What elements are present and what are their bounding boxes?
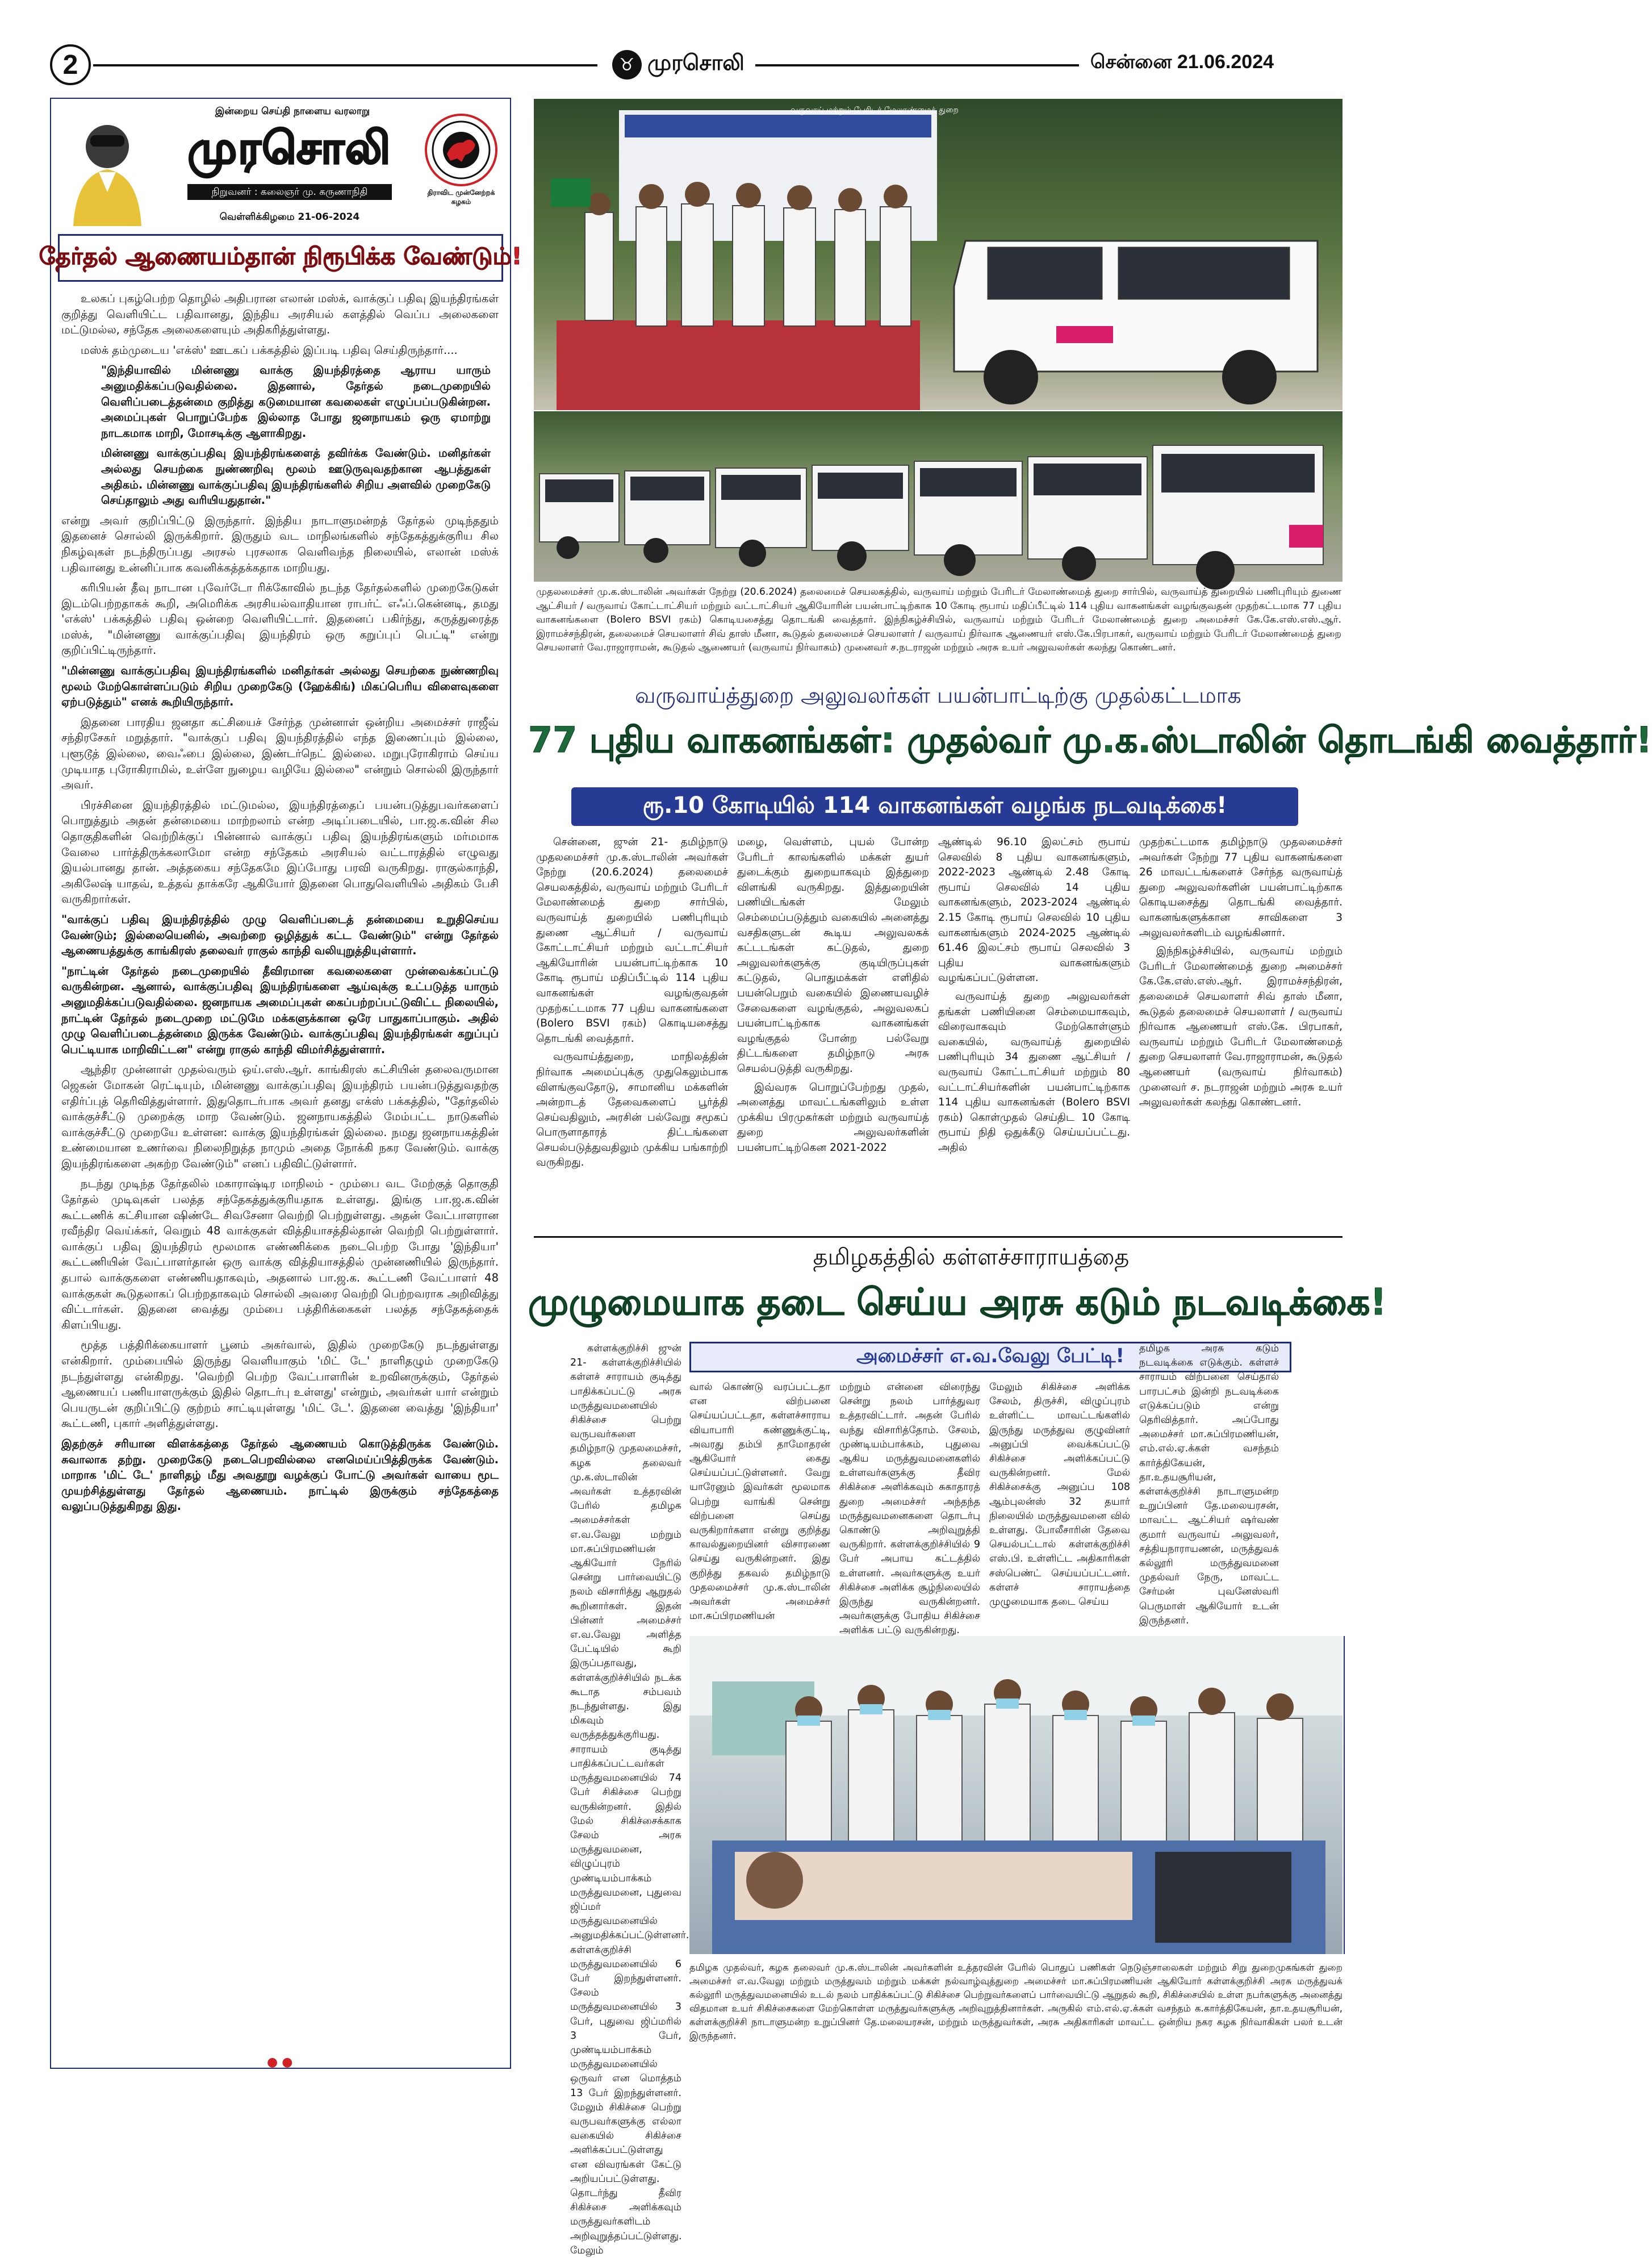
story1-paragraph: வருவாய்த்துறை, மாநிலத்தின் நிர்வாக அமைப்புக்கு முதுகெலும்பாக விளங்குவதோடு, சாமானிய மக்களின் அன்றாடத் தேவைகளைப் பூர்த்தி செய்வதிலும், அரசின் பல்வேறு சமூகப் பொருளாதாரத் திட்டங்களை செயல்படுத்துவதிலும் முக்கிய பங்காற்றி வருகிறது. xyxy=(536,1051,728,1169)
editorial-paragraph: மஸ்க் தம்முடைய 'எக்ஸ்' ஊடகப் பக்கத்தில் இப்படி பதிவு செய்திருந்தார்.... xyxy=(81,343,458,357)
flagoff-photo xyxy=(534,99,1342,410)
portrait-icon xyxy=(65,112,150,232)
story1-photo-caption: முதலமைச்சர் மு.க.ஸ்டாலின் அவர்கள் நேற்று (20.6.2024) தலைமைச் செயலகத்தில், வருவாய் மற்றும் பேரிடர் மேலாண்மைத் துறை சார்பில், வருவாய்த் துறையில் பணிபுரியும் துணை ஆட்சியர் / வருவாய் கோட்டாட்சியர் மற்றும் வட்டாட்சியர் ஆகியோரின் பயன்பாட்டிற்காக 10 கோடி ரூபாய் மதிப்பீட்டில் 114 புதிய வாகனங்கள் வழங்குவதன் முதற்கட்டமாக 77 புதிய வாகனங்களை (Bolero BSVI ரகம்) கொடியசைத்து தொடங்கி வைத்தார். இந்நிகழ்ச்சியில், வருவாய் மற்றும் பேரிடர் மேலாண்மைத் துறை அமைச்சர் கே.கே.எஸ்.எஸ்.ஆர். இராமச்சந்திரன், தலைமைச் செயலாளர் சிவ் தாஸ் மீனா, கூடுதல் தலைமைச் செயலாளர் / வருவாய் நிர்வாக ஆணையர் எஸ்.கே.பிரபாகர், வருவாய் மற்றும் பேரிடர் மேலாண்மைத் துறை செயலாளர் வே.ராஜாராமன், கூடுதல் ஆணையர் (வருவாய் நிர்வாகம்) முனைவர் ச.நடராஜன் மற்றும் அரசு உயர் அலுவலர்கள் கலந்து கொண்டனர். xyxy=(536,586,1341,653)
editorial-body xyxy=(61,291,499,2052)
story1-paragraph: மழை, வெள்ளம், புயல் போன்ற பேரிடர் காலங்களில் மக்கள் துயர் துடைக்கும் துறையாகவும் இத்துறை விளங்கி வருகிறது. இத்துறையின் பணியிடங்கள் மேலும் செம்மைப்படுத்தும் வகையில் அனைத்து வசதிகளுடன் கூடிய அலுவலகக் கட்டடங்கள் கட்டுதல், துறை அலுவலர்களுக்கு குடியிருப்புகள் கட்டுதல், பொதுமக்கள் எளிதில் பயன்பெறும் வகையில் இணையவழிச் சேவைகளை வழங்குதல், அலுவலகப் பயன்பாட்டிற்காக வாகனங்கள் வழங்குதல் போன்ற பல்வேறு திட்டங்களை தமிழ்நாடு அரசு செயல்படுத்தி வருகிறது. xyxy=(737,836,929,1075)
page-header xyxy=(0,0,1370,80)
editorial-headline-box xyxy=(39,234,522,282)
story2-subhead: அமைச்சர் எ.வ.வேலு பேட்டி! xyxy=(856,1345,1125,1367)
stage-banner: வருவாய் மற்றும் பேரிடர் மேலாண்மைத் துறை xyxy=(790,106,959,115)
editorial-paragraph: கரிபியன் தீவு நாடான புவேர்டோ ரிக்கோவில் நடந்த தேர்தல்களில் முறைகேடுகள் இடம்பெற்றதாகக் கூறி, அமெரிக்க அரசியல்வாதியான ராபர்ட் எஃப்.கென்னடி, தமது 'எக்ஸ்' பக்கத்தில் பதிவு ஒன்றை வெளியிட்டார். இதனைப் பகிர்ந்து, கருத்துரைத்த மஸ்க், "மின்னணு வாக்குப்பதிவு இயந்திரம் ஒரு கறுப்புப் பெட்டி" என்று குறிப்பிட்டிருந்தார். xyxy=(61,581,499,657)
story1-kicker: வருவாய்த்துறை அலுவலர்கள் பயன்பாட்டிற்கு முதல்கட்டமாக xyxy=(635,683,1241,708)
vehicle-row-photo xyxy=(534,411,1342,582)
story2-paragraph: மற்றும் என்னை விரைந்து சென்று நலம் பார்த்துவர உத்தரவிட்டார். அதன் பேரில் வந்து விசாரித்தோம். சேலம், முண்டியம்பாக்கம், புதுவை ஆகிய மருத்துவமனைகளில் உள்ளவர்களுக்கு தீவிர சிகிச்சை அளிக்கவும் சுகாதாரத் துறை அமைச்சர் அந்தந்த மருத்துவமனைகளை தொடர்பு கொண்டு அறிவுறுத்தி வருகிறார். கள்ளக்குறிச்சியில் 9 பேர் அபாய கட்டத்தில் உள்ளனர். அவர்களுக்கு உயர் சிகிச்சை அளிக்க சூழ்நிலையில் இருந்து வருகின்றனர். அவர்களுக்கு போதிய சிகிச்சை அளிக்க பட்டு வருகின்றது. xyxy=(839,1381,980,1637)
bull-icon: ♉ xyxy=(612,50,642,80)
story1-headline: 77 புதிய வாகனங்கள்: முதல்வர் மு.க.ஸ்டாலின் தொடங்கி வைத்தார்! xyxy=(528,719,1652,761)
story1-column-1 xyxy=(536,835,728,1233)
story2-column-1 xyxy=(570,1342,689,2256)
story1-column-4 xyxy=(1139,835,1342,1233)
header-rule-right xyxy=(755,64,1079,66)
story2-paragraph: கள்ளக்குறிச்சி ஜுன் 21- கள்ளக்குறிச்சியில் கள்ளச் சாராயம் குடித்து பாதிக்கப்பட்டு அரசு மருத்துவமனையில் சிகிச்சை பெற்று வருபவர்களை தமிழ்நாடு முதலமைச்சர், கழக தலைவர் மு.க.ஸ்டாலின் அவர்கள் உத்தரவின் பேரில் தமிழக அமைச்சர்கள் எ.வ.வேலு மற்றும் மா.சுப்பிரமணியன் ஆகியோர் நேரில் சென்று பார்வையிட்டு நலம் விசாரித்து ஆறுதல் கூறினார்கள். இதன் பின்னர் அமைச்சர் எ.வ.வேலு அளித்த பேட்டியில் கூறி இருப்பதாவது, கள்ளக்குறிச்சியில் நடக்க கூடாத சம்பவம் நடந்துள்ளது. இது மிகவும் வருத்தத்துக்குரியது. சாராயம் குடித்து பாதிக்கப்பட்டவர்கள் மருத்துவமனையில் 74 பேர் சிகிச்சை பெற்று வருகின்றனர். இதில் மேல் சிகிச்சைக்காக சேலம் அரசு மருத்துவமனை, விழுப்புரம் முண்டியம்பாக்கம் மருத்துவமனை, புதுவை ஜிப்மர் மருத்துவமனையில் அனுமதிக்கப்பட்டுள்ளனர். கள்ளக்குறிச்சி மருத்துவமனையில் 6 பேர் இறந்துள்ளனர். சேலம் மருத்துவமனையில் 3 பேர், புதுவை ஜிப்மரில் 3 பேர், முண்டியம்பாக்கம் மருத்துவமனையில் ஒருவர் என மொத்தம் 13 பேர் இறந்துள்ளனர். மேலும் சிகிச்சை பெற்று வருபவர்களுக்கு எல்லா வகையில் சிகிச்சை அளிக்கப்பட்டுள்ளது என விவரங்கள் கேட்டு அறியப்பட்டுள்ளது. தொடர்ந்து தீவிர சிகிச்சை அளிக்கவும் மருத்துவர்களிடம் அறிவுறுத்தப்பட்டுள்ளது. மேலும் xyxy=(570,1343,689,2256)
header-date: சென்னை 21.06.2024 xyxy=(1090,51,1274,73)
editorial-quote: மின்னணு வாக்குப்பதிவு இயந்திரங்களைத் தவிர்க்க வேண்டும். மனிதர்கள் அல்லது செயற்கை நுண்ணறிவு மூலம் ஊடுருவுவதற்கான ஆபத்துகள் அதிகம். மின்னணு வாக்குப்பதிவு இயந்திரங்களில் சிறிய அளவில் முறைகேடு செய்தாலும் அது வரியியதுதான்." xyxy=(101,446,491,507)
right-frame-line xyxy=(1344,1636,1345,1954)
editorial-quote: "இந்தியாவில் மின்னணு வாக்கு இயந்திரத்தை ஆராய யாரும் அனுமதிக்கப்படுவதில்லை. இதனால், தேர்தல் நடைமுறையில் வெளிப்படைத்தன்மை குறித்து கடுமையான கவலைகள் எழுப்பப்படுகின்றன. அமைப்புகள் பொறுப்பேற்க இல்லாத போது ஜனநாயகம் ஒரு ஏமாற்று நாடகமாக மாறி, மோசடிக்கு ஆளாகிறது. xyxy=(101,364,491,440)
editorial-paragraph: நடந்து முடிந்த தேர்தலில் மகாராஷ்டிர மாநிலம் - மும்பை வட மேற்குத் தொகுதி தேர்தல் முடிவுகள் பலத்த சந்தேகத்துக்குரியதாக உள்ளது. இங்கு பா.ஜ.க.வின் கூட்டணிக் கட்சியான ஷிண்டே சிவசேனா வெற்றி பெற்றுள்ளது. அதன் வேட்பாளரான ரவீந்திர வெய்க்கர், வெறும் 48 வாக்குகள் வித்தியாசத்தில்தான் வெற்றி பெற்றுள்ளார். வாக்குப் பதிவு இயந்திரம் மூலமாக எண்ணிக்கை நடைபெற்ற போது 'இந்தியா' கூட்டணியின் வேட்பாளர்தான் ஒரு வாக்கு வித்தியாசத்தில் முன்னணியில் இருந்தார். தபால் வாக்குகளை எண்ணியதாகவும், அதனால் பா.ஜ.க. கூட்டணி வேட்பாளர் 48 வாக்குகள் கூடுதலாகப் பெற்றதாகவும் சொல்லி அவரை வெற்றி பெற்றவராக அறிவித்து விட்டார்கள். இதனை வைத்து மும்பை பத்திரிக்கைகள் பலத்த சந்தேகத்தைக் கிளப்பியது. xyxy=(61,1177,499,1332)
story2-column-3 xyxy=(839,1380,980,1637)
story1-column-3 xyxy=(938,835,1130,1233)
masthead-founder-text: நிறுவனர் : கலைஞர் மு. கருணாநிதி xyxy=(211,186,368,198)
story2-paragraph: தமிழக அரசு கடும் நடவடிக்கை எடுக்கும். கள்ளச் சாராயம் விற்பனை செய்தால் பாரபட்சம் இன்றி நடவடிக்கை எடுக்கப்படும் என்று தெரிவித்தார். அப்போது அமைச்சர் மா.சுப்பிரமணியன், எம்.எல்.ஏ.க்கள் வசந்தம் கார்த்திகேயன், தா.உதயசூரியன், கள்ளக்குறிச்சி நாடாளுமன்ற உறுப்பினர் தே.மலையரசன், மாவட்ட ஆட்சியர் ஷர்வண் குமார் வருவாய் அலுவலர், சத்தியநாராயணன், மருத்துவக் கல்லூரி மருத்துவமனை முதல்வர் நேரு, மாவட்ட சேர்மன் புவனேஸ்வரி பெருமாள் ஆகியோர் உடன் இருந்தனர். xyxy=(1139,1343,1279,1626)
story2-column-2 xyxy=(689,1380,830,1630)
end-dots: ● ● xyxy=(267,2055,293,2069)
masthead xyxy=(57,102,504,239)
hospital-photo xyxy=(689,1636,1342,1954)
masthead-date: வெள்ளிக்கிழமை 21-06-2024 xyxy=(219,211,360,223)
editorial-paragraph: இதற்குச் சரியான விளக்கத்தை தேர்தல் ஆணையம் கொடுத்திருக்க வேண்டும். சுவாலாக தற்று. முறைகேடு நடைபெறவில்லை எனமெய்ப்பித்திருக்க வேண்டும். மாறாக 'மிட் டே' நாளிதழ் மீது அவதூறு வழக்குப் போட்டு அவர்கள் வாயை மூட முயற்சித்துள்ளது தேர்தல் ஆணையம். நாட்டில் இருக்கும் சந்தேகத்தை வலுப்படுத்துகிறது இது. xyxy=(61,1437,499,1513)
story1-paragraph: முதற்கட்டமாக தமிழ்நாடு முதலமைச்சர் அவர்கள் நேற்று 77 புதிய வாகனங்களை 26 மாவட்டங்களைச் சேர்ந்த வருவாய்த் துறை அலுவலர்களின் பயன்பாட்டிற்காக கொடியசைத்து தொடங்கி வைத்தார். வாகனங்களுக்கான சாவிகளை 3 அலுவலர்களிடம் வழங்கினார். xyxy=(1139,836,1342,939)
editorial-paragraph: உலகப் புகழ்பெற்ற தொழில் அதிபரான எலான் மஸ்க், வாக்குப் பதிவு இயந்திரங்கள் குறித்து வெளியிட்ட பதிவானது, இந்திய அரசியல் களத்தில் வெப்ப அலைகளை மட்டுமல்ல, சந்தேக அலைகளையும் அதிகரித்துள்ளது. xyxy=(61,292,499,337)
story1-paragraph: ஆண்டில் 96.10 இலட்சம் ரூபாய் செலவில் 8 புதிய வாகனங்களும், 2022-2023 ஆண்டில் 2.48 கோடி ரூபாய் செலவில் 14 புதிய வாகனங்களும், 2023-2024 ஆண்டில் 2.15 கோடி ரூபாய் செலவில் 10 புதிய வாகனங்களும் 2024-2025 ஆண்டில் 61.46 இலட்சம் ரூபாய் செலவில் 3 புதிய வாகனங்களும் வழங்கப்பட்டுள்ளன. xyxy=(938,836,1130,984)
masthead-founder xyxy=(187,184,392,200)
header-paper-name: முரசொலி xyxy=(647,50,745,75)
story1-subhead: ரூ.10 கோடியில் 114 வாகனங்கள் வழங்க நடவடிக்கை! xyxy=(642,792,1227,819)
story2-kicker: தமிழகத்தில் கள்ளச்சாராயத்தை xyxy=(813,1244,1130,1270)
header-rule-left xyxy=(93,64,597,66)
editorial-paragraph: இதனை பாரதிய ஜனதா கட்சியைச் சேர்ந்த முன்னாள் ஒன்றிய அமைச்சர் ராஜீவ் சந்திரசேகர் மறுத்தார். "வாக்குப் பதிவு இயந்திரத்தில் எந்த இணைப்பும் இல்லை, புளூடூத் இல்லை, வைஃபை இல்லை, இண்டர்நெட் இல்லை. மறுபுரோகிராம் செய்ய முடியாத புரோகிராமில், உள்ளே நுழைய வழியே இல்லை" என்றும் சொல்லி இருந்தார் அவர். xyxy=(61,715,499,792)
story2-headline: முழுமையாக தடை செய்ய அரசு கடும் நடவடிக்கை! xyxy=(528,1282,1387,1324)
story2-column-4 xyxy=(989,1380,1130,1630)
editorial-headline: தேர்தல் ஆணையம்தான் நிரூபிக்க வேண்டும்! xyxy=(39,243,522,270)
editorial-paragraph: "மின்னணு வாக்குப்பதிவு இயந்திரங்களில் மனிதர்கள் அல்லது செயற்கை நுண்ணறிவு மூலம் மேற்கொள்ளப்படும் சிறிய முறைகேடு (ஹேக்கிங்) மிகப்பெரிய விளைவுகளை ஏற்படுத்தும்" எனக் கூறியிருந்தார். xyxy=(61,664,499,709)
story2-photo-caption: தமிழக முதல்வர், கழக தலைவர் மு.க.ஸ்டாலின் அவர்களின் உத்தரவின் பேரில் பொதுப் பணிகள் நெடுஞ்சாலைகள் மற்றும் சிறு துறைமுகங்கள் துறை அமைச்சர் எ.வ.வேலு மற்றும் மருத்துவம் மற்றும் மக்கள் நல்வாழ்வுத்துறை அமைச்சர் மா.சுப்பிரமணியன் ஆகியோர் கள்ளக்குறிச்சி அரசு மருத்துவக் கல்லூரி மருத்துவமனையில் உடல் நலம் பாதிக்கப்பட்டு சிகிச்சை பெற்றுவர்களைப் பார்வையிட்டு ஆறுதல் கூறி, சிகிச்சையில் உள்ள நபர்களுக்கு அனைத்து விதமான உயர் சிகிச்சைகளை மேற்கொள்ள மருத்துவர்களுக்கு அறிவுறுத்தினார்கள். அருகில் எம்.எல்.ஏ.க்கள் வசந்தம் க.கார்த்திகேயன், தா.உதயசூரியன், கள்ளக்குறிச்சி நாடாளுமன்ற உறுப்பினர் தே.மலையரசன், மற்றும் மருத்துவர்கள், அரசு அதிகாரிகள் மாவட்ட ஒன்றிய நகர கழக நிர்வாகிகள் பலர் உடன் இருந்தனர். xyxy=(689,1962,1342,2041)
editorial-paragraph: பிரச்சினை இயந்திரத்தில் மட்டுமல்ல, இயந்திரத்தைப் பயன்படுத்துபவர்களைப் பொறுத்தும் அதன் தன்மையை மாற்றலாம் என்ற அடிப்படையில், பா.ஜ.க.வின் சில தொகுதிகளின் வெற்றிக்குப் பின்னால் வாக்குப் பதிவு இயந்திரங்களும் மர்மமாக வேலை பார்த்திருக்கலாமோ என்ற சந்தேகம் அரசியல் வட்டாரத்தில் எழுவது இயல்பானது தான். அத்தகைய சந்தேகமே இப்போது பரவி வருகிறது. ராகுல்காந்தி, அகிலேஷ் யாதவ், உத்தவ் தாக்கரே ஆகியோர் இதனை பொதுவெளியில் அதிகம் பேசி வருகிறார்கள். xyxy=(61,798,499,906)
page-number: 2 xyxy=(62,49,78,80)
story1-column-2 xyxy=(737,835,929,1233)
story1-paragraph: வருவாய்த் துறை அலுவலர்கள் தங்கள் பணியினை செம்மையாகவும், விரைவாகவும் மேற்கொள்ளும் வகையில், வருவாய்த் துறையில் பணிபுரியும் 34 துணை ஆட்சியர் / வருவாய் கோட்டாட்சியர் மற்றும் 80 வட்டாட்சியர்களின் பயன்பாட்டிற்காக 114 புதிய வாகனங்கள் (Bolero BSVI ரகம்) கொள்முதல் செய்திட 10 கோடி ரூபாய் நிதி ஒதுக்கீடு செய்யப்பட்டது. அதில் xyxy=(938,990,1130,1154)
editorial-paragraph: என்று அவர் குறிப்பிட்டு இருந்தார். இந்திய நாடாளுமன்றத் தேர்தல் முடிந்ததும் இதனைச் சொல்லி இருக்கிறார். இருதும் வட மாநிலங்களில் சந்தேகத்துக்குரிய சில நிகழ்வுகள் நடந்திருப்பது அரசல் புரசலாக வெளிவந்த நிலையில், எலான் மஸ்க் பதிவானது உன்னிப்பாக கவனிக்கத்தக்கதாக மாறியது. xyxy=(61,514,499,574)
story1-paragraph: சென்னை, ஜுன் 21- தமிழ்நாடு முதலமைச்சர் மு.க.ஸ்டாலின் அவர்கள் நேற்று (20.6.2024) தலைமைச் செயலகத்தில், வருவாய் மற்றும் பேரிடர் மேலாண்மைத் துறை சார்பில், வருவாய்த் துறையில் பணிபுரியும் துணை ஆட்சியர் / வருவாய் கோட்டாட்சியர் மற்றும் வட்டாட்சியர் ஆகியோரின் பயன்பாட்டிற்காக 10 கோடி ரூபாய் மதிப்பீட்டில் 114 புதிய வாகனங்கள் வழங்குவதன் முதற்கட்டமாக 77 புதிய வாகனங்களை (Bolero BSVI ரகம்) கொடியசைத்து தொடங்கி வைத்தார். xyxy=(536,836,728,1045)
masthead-title: முரசொலி xyxy=(187,123,392,174)
story1-paragraph: இந்நிகழ்ச்சியில், வருவாய் மற்றும் பேரிடர் மேலாண்மைத் துறை அமைச்சர் கே.கே.எஸ்.எஸ்.ஆர். இராமச்சந்திரன், தலைமைச் செயலாளர் சிவ் தாஸ் மீனா, கூடுதல் தலைமைச் செயலாளர் / வருவாய் நிர்வாக ஆணையர் எஸ்.கே. பிரபாகர், வருவாய் மற்றும் பேரிடர் மேலாண்மைத் துறை செயலாளர் வே.ராஜாராமன், கூடுதல் ஆணையர் (வருவாய் நிர்வாகம்) முனைவர் ச. நடராஜன் மற்றும் அரசு உயர் அலுவலர்கள் கலந்து கொண்டனர். xyxy=(1139,945,1342,1109)
story2-column-5 xyxy=(1139,1342,1279,1630)
seal-icon xyxy=(425,114,497,186)
story-divider xyxy=(534,1236,1342,1238)
story2-paragraph: மேலும் சிகிச்சை அளிக்க சேலம், திருச்சி, விழுப்புரம் உள்ளிட்ட மாவட்டங்களில் இருந்து மருத்துவ குழுவினர் அனுப்பி வைக்கப்பட்டு சிகிச்சை அளிக்கப்பட்டு வருகின்றனர். மேல் சிகிச்சைக்கு அனுப்ப 108 ஆம்புலன்ஸ் 32 தயார் நிலையில் மருத்துவமனை வில் உள்ளது. போலீசாரின் தேவை செயல்பட்டால் கள்ளக்குறிச்சி எஸ்.பி. உள்ளிட்ட அதிகாரிகள் சஸ்பெண்ட் செய்யப்பட்டனர். கள்ளச் சாராயத்தை முழுமையாக தடை செய்ய xyxy=(989,1381,1130,1608)
masthead-seal-text: திராவிட முன்னேற்றக் கழகம் xyxy=(427,189,495,206)
editorial-paragraph: மூத்த பத்திரிக்கையாளர் பூனம் அகர்வால், இதில் முறைகேடு நடந்துள்ளது என்கிறார். மும்பையில் இருந்து வெளியாகும் 'மிட் டே' நாளிதழும் முறைகேடு நடந்துள்ளது என்கிறது. 'வெற்றி பெற்ற வேட்பாளரின் உறவினருக்கும், தேர்தல் ஆணையப் பணியாளருக்கும் இதில் தொடர்பு உள்ளது' என்றும், அவர்கள் யார் என்றும் பெயருடன் குறிப்பிட்டு குற்றம் சாட்டியுள்ளது 'மிட் டே'. இதனை வைத்து 'இந்தியா' கூட்டணி, புகார் அளித்துள்ளது. xyxy=(61,1338,499,1430)
masthead-tagline: இன்றைய செய்தி நாளைய வரலாறு xyxy=(215,106,370,117)
page-number-badge xyxy=(50,44,91,85)
story1-paragraph: இவ்வரசு பொறுப்பேற்றது முதல், அனைத்து மாவட்டங்களிலும் உள்ள முக்கிய பிரமுகர்கள் மற்றும் வருவாய்த் துறை அலுவலர்களின் பயன்பாட்டிற்கென 2021-2022 xyxy=(737,1081,929,1154)
editorial-paragraph: "வாக்குப் பதிவு இயந்திரத்தில் முழு வெளிப்படைத் தன்மையை உறுதிசெய்ய வேண்டும்; இல்லையெனில், அவற்றை ஒழித்துக் கட்ட வேண்டும்" என்று தேர்தல் ஆணையத்துக்கு காங்கிரஸ் தலைவர் ராகுல் காந்தி வலியுறுத்தியுள்ளார். xyxy=(61,912,499,958)
editorial-paragraph: ஆந்திர முன்னாள் முதல்வரும் ஒய்.எஸ்.ஆர். காங்கிரஸ் கட்சியின் தலைவருமான ஜெகன் மோகன் ரெட்டியும், மின்னணு வாக்குப்பதிவு இயந்திரம் பயன்படுத்துவதற்கு எதிர்ப்புத் தெரிவித்துள்ளார். இதுதொடர்பாக அவர் தனது எக்ஸ் பக்கத்தில், "தேர்தலில் வாக்குச்சீட்டு முறைக்கு மாற வேண்டும். ஜனநாயகத்தில் மேம்பட்ட நாடுகளில் வாக்குச்சீட்டு முறையே உள்ளன: வாக்கு இயந்திரங்கள் இல்லை. நமது ஜனநாயகத்தின் உண்மையான உணர்வை நிலைநிறுத்த நாமும் அதை நோக்கி நகர வேண்டும். வாக்கு இயந்திரங்களை அகற்ற வேண்டும்" எனப் பதிவிட்டுள்ளார். xyxy=(61,1063,499,1170)
story1-subhead-bar xyxy=(571,787,1298,826)
story2-paragraph: வால் கொண்டு வரப்பட்டதா என விற்பனை செய்யப்பட்டதா, கள்ளச்சாராய வியாபாரி கண்ணுக்குட்டி, அவரது தம்பி தாமோதரன் ஆகியோர் கைது செய்யப்பட்டுள்ளனர். வேறு யாரேனும் இவர்கள் மூலமாக பெற்று வாங்கி சென்று விற்பனை செய்து வருகிறார்களா என்று குறித்து காவல்துறையினர் விசாரணை செய்து வருகின்றனர். இது குறித்து தகவல் தமிழ்நாடு முதலமைச்சர் மு.க.ஸ்டாலின் அவர்கள் அமைச்சர் மா.சுப்பிரமணியன் xyxy=(689,1381,830,1622)
editorial-paragraph: "நாட்டின் தேர்தல் நடைமுறையில் தீவிரமான கவலைகளை முன்வைக்கப்பட்டு வருகின்றன. ஆனால், வாக்குப்பதிவு இயந்திரங்களை ஆய்வுக்கு உட்படுத்த யாரும் அனுமதிக்கப்படுவதில்லை. ஜனநாயக அமைப்புகள் கைப்பற்றப்பட்டுவிட்ட நிலையில், நாட்டின் தேர்தல் நடைமுறை மட்டுமே மக்களுக்கான ஒரே பாதுகாப்பாகும். அதில் முழு வெளிப்படைத்தன்மை இருக்க வேண்டும். வாக்குப்பதிவு இயந்திரங்கள் கறுப்புப் பெட்டியாக மாறிவிட்டன" என்று ராகுல் காந்தி விமர்சித்துள்ளார். xyxy=(61,964,499,1056)
